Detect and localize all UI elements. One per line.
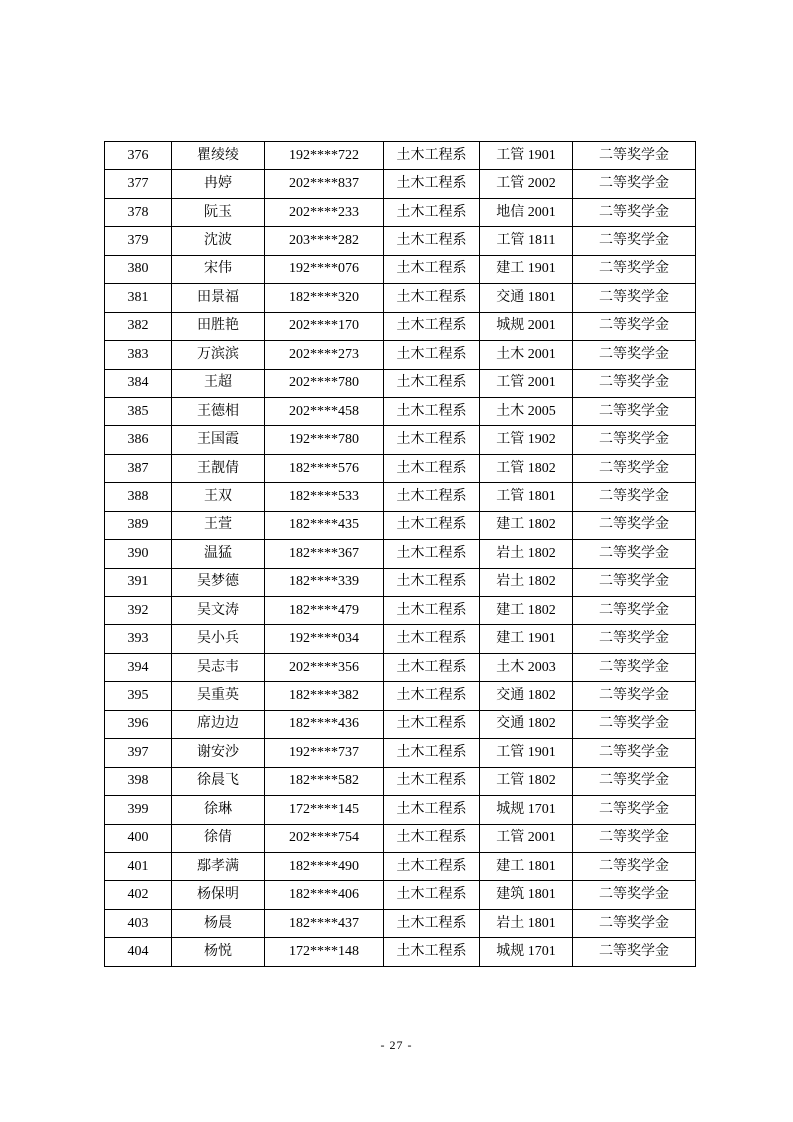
cell-award: 二等奖学金 — [573, 255, 696, 283]
cell-award: 二等奖学金 — [573, 710, 696, 738]
cell-name: 谢安沙 — [172, 739, 265, 767]
cell-class: 工管 1901 — [480, 739, 573, 767]
page-number: - 27 - — [380, 1038, 413, 1052]
cell-department: 土木工程系 — [384, 653, 480, 681]
cell-name: 吴小兵 — [172, 625, 265, 653]
cell-department: 土木工程系 — [384, 710, 480, 738]
cell-student-id: 182****582 — [265, 767, 384, 795]
cell-award: 二等奖学金 — [573, 824, 696, 852]
cell-name: 杨保明 — [172, 881, 265, 909]
cell-department: 土木工程系 — [384, 341, 480, 369]
cell-name: 温猛 — [172, 540, 265, 568]
cell-student-id: 192****034 — [265, 625, 384, 653]
cell-student-id: 182****490 — [265, 852, 384, 880]
cell-award: 二等奖学金 — [573, 852, 696, 880]
cell-name: 沈波 — [172, 227, 265, 255]
cell-index: 398 — [105, 767, 172, 795]
cell-award: 二等奖学金 — [573, 312, 696, 340]
table-row — [105, 881, 696, 909]
cell-student-id: 182****406 — [265, 881, 384, 909]
cell-department: 土木工程系 — [384, 625, 480, 653]
cell-class: 工管 2002 — [480, 170, 573, 198]
table-row — [105, 454, 696, 482]
cell-index: 379 — [105, 227, 172, 255]
cell-student-id: 182****435 — [265, 511, 384, 539]
cell-class: 工管 1902 — [480, 426, 573, 454]
cell-student-id: 172****148 — [265, 938, 384, 967]
cell-department: 土木工程系 — [384, 198, 480, 226]
cell-class: 工管 1802 — [480, 454, 573, 482]
cell-class: 工管 1801 — [480, 483, 573, 511]
cell-class: 交通 1802 — [480, 682, 573, 710]
cell-award: 二等奖学金 — [573, 369, 696, 397]
cell-student-id: 202****273 — [265, 341, 384, 369]
cell-award: 二等奖学金 — [573, 454, 696, 482]
cell-department: 土木工程系 — [384, 142, 480, 170]
table-row — [105, 426, 696, 454]
table-row — [105, 597, 696, 625]
cell-index: 392 — [105, 597, 172, 625]
cell-award: 二等奖学金 — [573, 483, 696, 511]
cell-name: 吴文涛 — [172, 597, 265, 625]
cell-name: 吴梦德 — [172, 568, 265, 596]
cell-name: 宋伟 — [172, 255, 265, 283]
table-row — [105, 227, 696, 255]
cell-class: 工管 1901 — [480, 142, 573, 170]
table-row — [105, 568, 696, 596]
table-row — [105, 852, 696, 880]
cell-name: 杨悦 — [172, 938, 265, 967]
table-row — [105, 312, 696, 340]
cell-name: 鄢孝满 — [172, 852, 265, 880]
cell-index: 394 — [105, 653, 172, 681]
cell-department: 土木工程系 — [384, 767, 480, 795]
table-row — [105, 397, 696, 425]
cell-award: 二等奖学金 — [573, 739, 696, 767]
cell-student-id: 202****754 — [265, 824, 384, 852]
cell-name: 田景福 — [172, 284, 265, 312]
cell-department: 土木工程系 — [384, 284, 480, 312]
cell-index: 390 — [105, 540, 172, 568]
cell-award: 二等奖学金 — [573, 227, 696, 255]
cell-name: 冉婷 — [172, 170, 265, 198]
cell-index: 402 — [105, 881, 172, 909]
cell-index: 381 — [105, 284, 172, 312]
cell-class: 城规 1701 — [480, 796, 573, 824]
cell-department: 土木工程系 — [384, 824, 480, 852]
table-row — [105, 710, 696, 738]
cell-index: 385 — [105, 397, 172, 425]
cell-department: 土木工程系 — [384, 397, 480, 425]
cell-student-id: 182****382 — [265, 682, 384, 710]
cell-name: 吴志韦 — [172, 653, 265, 681]
cell-class: 岩土 1802 — [480, 540, 573, 568]
cell-student-id: 182****576 — [265, 454, 384, 482]
cell-student-id: 202****458 — [265, 397, 384, 425]
cell-student-id: 182****339 — [265, 568, 384, 596]
cell-index: 403 — [105, 909, 172, 937]
cell-department: 土木工程系 — [384, 369, 480, 397]
cell-index: 384 — [105, 369, 172, 397]
cell-class: 土木 2005 — [480, 397, 573, 425]
cell-name: 王靓倩 — [172, 454, 265, 482]
cell-student-id: 182****479 — [265, 597, 384, 625]
cell-index: 386 — [105, 426, 172, 454]
cell-student-id: 182****436 — [265, 710, 384, 738]
cell-index: 401 — [105, 852, 172, 880]
cell-department: 土木工程系 — [384, 312, 480, 340]
table-row — [105, 767, 696, 795]
cell-award: 二等奖学金 — [573, 597, 696, 625]
cell-student-id: 203****282 — [265, 227, 384, 255]
cell-class: 地信 2001 — [480, 198, 573, 226]
table-row — [105, 369, 696, 397]
cell-student-id: 202****233 — [265, 198, 384, 226]
cell-class: 城规 1701 — [480, 938, 573, 967]
cell-award: 二等奖学金 — [573, 767, 696, 795]
cell-class: 城规 2001 — [480, 312, 573, 340]
table-row — [105, 170, 696, 198]
cell-department: 土木工程系 — [384, 454, 480, 482]
cell-index: 397 — [105, 739, 172, 767]
cell-name: 杨晨 — [172, 909, 265, 937]
cell-department: 土木工程系 — [384, 170, 480, 198]
cell-award: 二等奖学金 — [573, 682, 696, 710]
cell-class: 土木 2003 — [480, 653, 573, 681]
scholarship-table — [104, 141, 696, 967]
cell-award: 二等奖学金 — [573, 511, 696, 539]
cell-name: 吴重英 — [172, 682, 265, 710]
cell-index: 383 — [105, 341, 172, 369]
cell-name: 徐晨飞 — [172, 767, 265, 795]
table-row — [105, 511, 696, 539]
cell-department: 土木工程系 — [384, 597, 480, 625]
cell-class: 建筑 1801 — [480, 881, 573, 909]
cell-department: 土木工程系 — [384, 909, 480, 937]
cell-department: 土木工程系 — [384, 852, 480, 880]
cell-department: 土木工程系 — [384, 938, 480, 967]
cell-award: 二等奖学金 — [573, 170, 696, 198]
cell-award: 二等奖学金 — [573, 796, 696, 824]
cell-award: 二等奖学金 — [573, 142, 696, 170]
cell-index: 395 — [105, 682, 172, 710]
cell-index: 387 — [105, 454, 172, 482]
cell-name: 王超 — [172, 369, 265, 397]
cell-department: 土木工程系 — [384, 682, 480, 710]
cell-class: 工管 1802 — [480, 767, 573, 795]
cell-index: 376 — [105, 142, 172, 170]
cell-student-id: 202****356 — [265, 653, 384, 681]
cell-name: 王萱 — [172, 511, 265, 539]
cell-name: 王德相 — [172, 397, 265, 425]
table-row — [105, 938, 696, 967]
table-row — [105, 653, 696, 681]
cell-department: 土木工程系 — [384, 540, 480, 568]
cell-award: 二等奖学金 — [573, 625, 696, 653]
cell-index: 393 — [105, 625, 172, 653]
cell-name: 瞿绫绫 — [172, 142, 265, 170]
cell-index: 378 — [105, 198, 172, 226]
cell-class: 交通 1801 — [480, 284, 573, 312]
cell-class: 交通 1802 — [480, 710, 573, 738]
table-row — [105, 284, 696, 312]
cell-award: 二等奖学金 — [573, 540, 696, 568]
cell-student-id: 192****722 — [265, 142, 384, 170]
cell-award: 二等奖学金 — [573, 881, 696, 909]
cell-name: 万滨滨 — [172, 341, 265, 369]
cell-award: 二等奖学金 — [573, 341, 696, 369]
cell-department: 土木工程系 — [384, 426, 480, 454]
cell-index: 388 — [105, 483, 172, 511]
cell-class: 建工 1802 — [480, 597, 573, 625]
cell-index: 404 — [105, 938, 172, 967]
cell-department: 土木工程系 — [384, 227, 480, 255]
cell-index: 380 — [105, 255, 172, 283]
cell-name: 徐琳 — [172, 796, 265, 824]
cell-name: 席边边 — [172, 710, 265, 738]
table-row — [105, 682, 696, 710]
cell-student-id: 192****737 — [265, 739, 384, 767]
cell-award: 二等奖学金 — [573, 938, 696, 967]
cell-department: 土木工程系 — [384, 511, 480, 539]
table-row — [105, 341, 696, 369]
cell-student-id: 192****076 — [265, 255, 384, 283]
cell-student-id: 192****780 — [265, 426, 384, 454]
cell-student-id: 202****837 — [265, 170, 384, 198]
table-row — [105, 198, 696, 226]
table-row — [105, 255, 696, 283]
cell-class: 工管 1811 — [480, 227, 573, 255]
cell-index: 382 — [105, 312, 172, 340]
cell-name: 王国霞 — [172, 426, 265, 454]
cell-student-id: 182****533 — [265, 483, 384, 511]
cell-class: 工管 2001 — [480, 369, 573, 397]
table-row — [105, 909, 696, 937]
cell-class: 建工 1901 — [480, 255, 573, 283]
cell-department: 土木工程系 — [384, 739, 480, 767]
table-row — [105, 625, 696, 653]
cell-index: 396 — [105, 710, 172, 738]
cell-department: 土木工程系 — [384, 568, 480, 596]
cell-department: 土木工程系 — [384, 255, 480, 283]
cell-student-id: 182****437 — [265, 909, 384, 937]
cell-name: 王双 — [172, 483, 265, 511]
cell-index: 377 — [105, 170, 172, 198]
table-row — [105, 796, 696, 824]
cell-department: 土木工程系 — [384, 483, 480, 511]
cell-name: 徐倩 — [172, 824, 265, 852]
cell-index: 391 — [105, 568, 172, 596]
cell-student-id: 182****320 — [265, 284, 384, 312]
table-row — [105, 824, 696, 852]
cell-award: 二等奖学金 — [573, 653, 696, 681]
cell-student-id: 202****780 — [265, 369, 384, 397]
cell-index: 399 — [105, 796, 172, 824]
cell-class: 岩土 1801 — [480, 909, 573, 937]
cell-index: 400 — [105, 824, 172, 852]
table-row — [105, 142, 696, 170]
cell-department: 土木工程系 — [384, 796, 480, 824]
cell-student-id: 202****170 — [265, 312, 384, 340]
cell-student-id: 172****145 — [265, 796, 384, 824]
table-row — [105, 483, 696, 511]
cell-department: 土木工程系 — [384, 881, 480, 909]
cell-name: 阮玉 — [172, 198, 265, 226]
cell-class: 建工 1801 — [480, 852, 573, 880]
scholarship-table-body — [105, 142, 696, 967]
cell-award: 二等奖学金 — [573, 568, 696, 596]
table-row — [105, 540, 696, 568]
cell-class: 岩土 1802 — [480, 568, 573, 596]
cell-class: 土木 2001 — [480, 341, 573, 369]
cell-class: 建工 1802 — [480, 511, 573, 539]
cell-award: 二等奖学金 — [573, 397, 696, 425]
cell-award: 二等奖学金 — [573, 284, 696, 312]
table-row — [105, 739, 696, 767]
cell-award: 二等奖学金 — [573, 198, 696, 226]
cell-index: 389 — [105, 511, 172, 539]
cell-class: 工管 2001 — [480, 824, 573, 852]
cell-award: 二等奖学金 — [573, 426, 696, 454]
cell-award: 二等奖学金 — [573, 909, 696, 937]
cell-name: 田胜艳 — [172, 312, 265, 340]
cell-student-id: 182****367 — [265, 540, 384, 568]
cell-class: 建工 1901 — [480, 625, 573, 653]
